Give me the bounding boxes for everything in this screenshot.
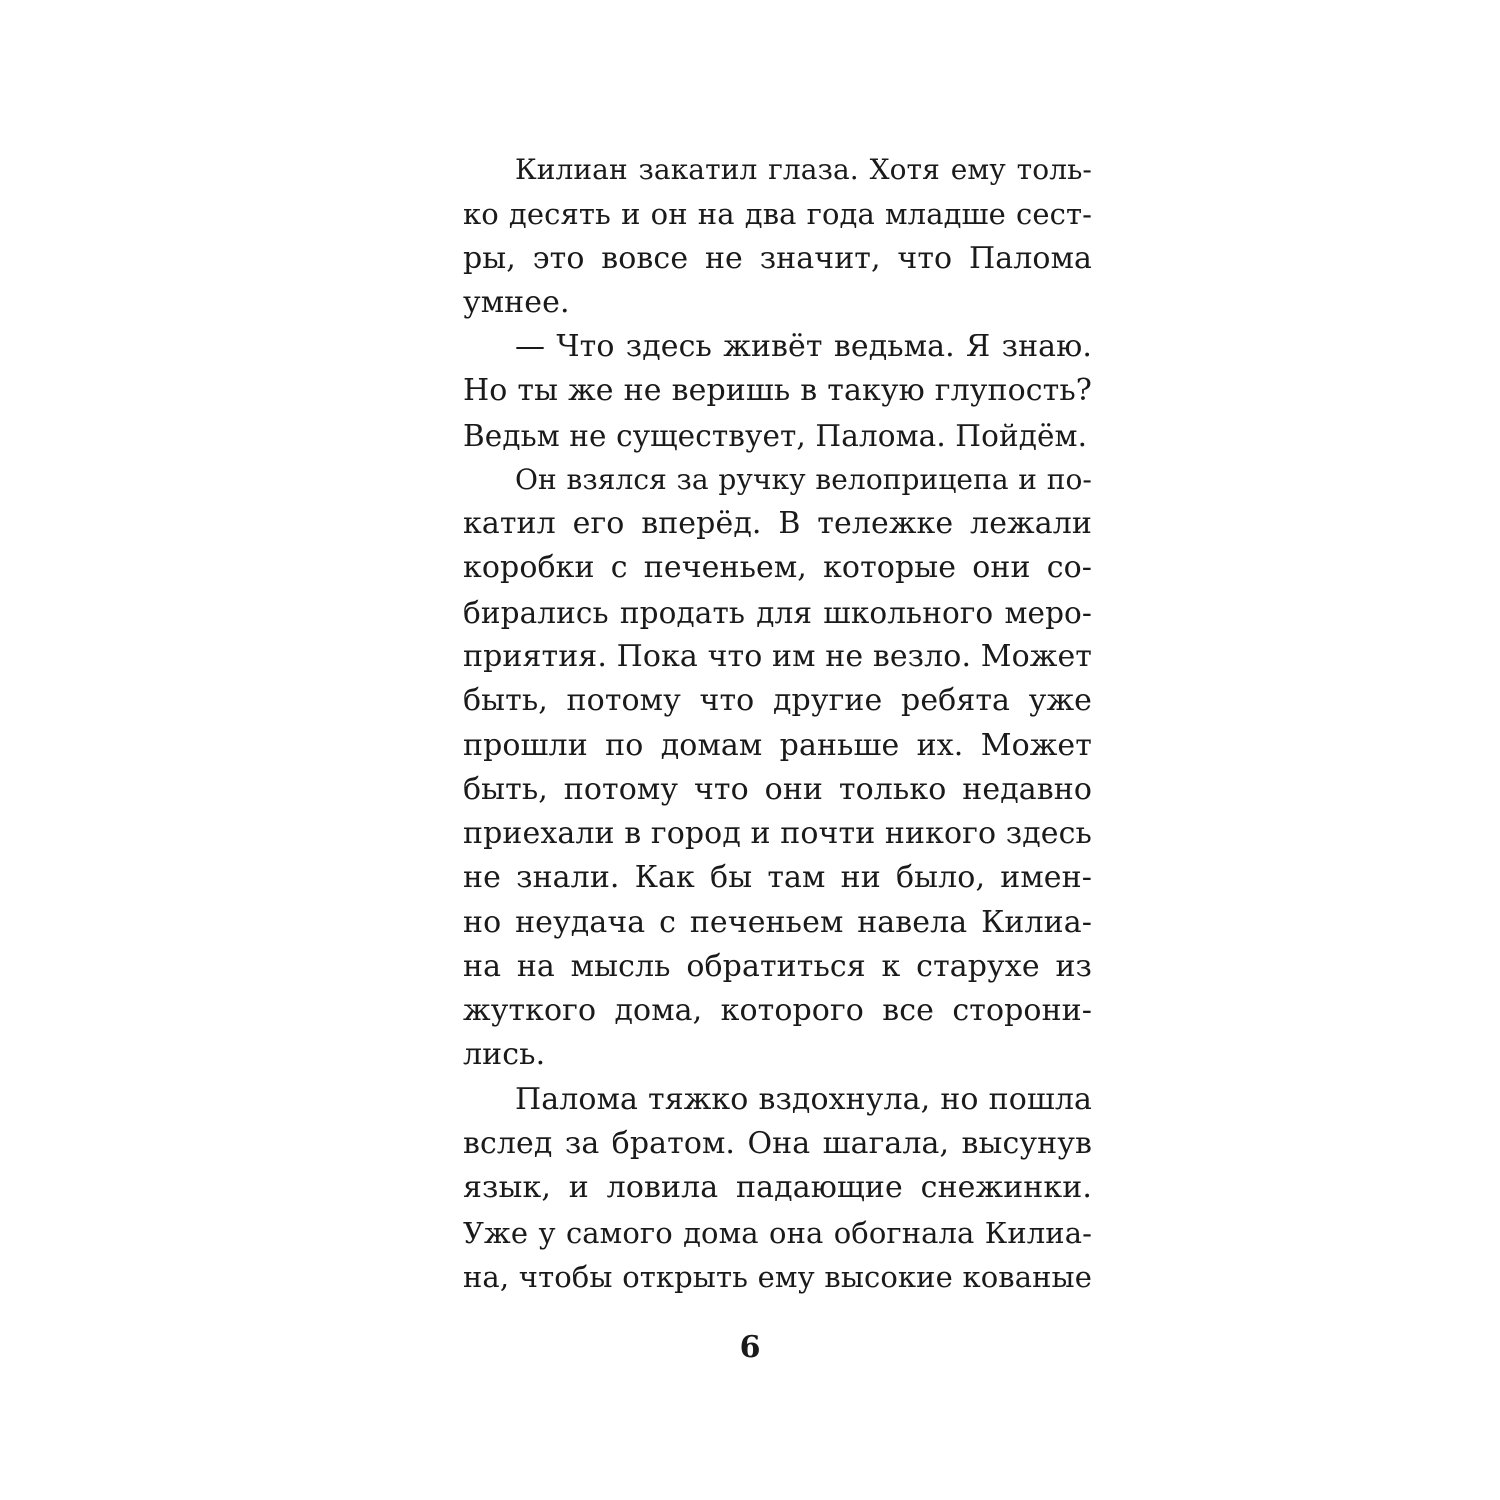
text-line: ко десять и он на два года младше сест- — [463, 197, 1092, 231]
text-line: умнее. — [463, 285, 570, 320]
text-line: вслед за братом. Она шагала, высунув — [463, 1126, 1092, 1161]
text-line: прошли по домам раньше их. Может — [463, 728, 1092, 763]
text-line: ры, это вовсе не значит, что Палома — [463, 241, 1092, 276]
text-line: на, чтобы открыть ему высокие кованые — [463, 1260, 1092, 1294]
text-line: приятия. Пока что им не везло. Может — [463, 639, 1092, 674]
text-line: язык, и ловила падающие снежинки. — [463, 1170, 1092, 1205]
page-number: 6 — [739, 1330, 761, 1365]
text-line: Но ты же не веришь в такую глупость? — [463, 373, 1092, 408]
text-line: — Что здесь живёт ведьма. Я знаю. — [515, 329, 1092, 364]
text-line: бирались продать для школьного меро- — [463, 596, 1092, 630]
text-line: быть, потому что другие ребята уже — [463, 683, 1092, 718]
text-line: жуткого дома, которого все сторони- — [463, 993, 1092, 1028]
text-line: катил его вперёд. В тележке лежали — [463, 506, 1092, 541]
text-line: Ведьм не существует, Палома. Пойдём. — [463, 419, 1088, 453]
text-line: быть, потому что они только недавно — [463, 772, 1092, 807]
text-line: лись. — [463, 1037, 546, 1072]
text-line: но неудача с печеньем навела Килиа- — [463, 905, 1092, 940]
text-line: Палома тяжко вздохнула, но пошла — [515, 1082, 1092, 1117]
text-line: коробки с печеньем, которые они со- — [463, 550, 1092, 585]
text-line: приехали в город и почти никого здесь — [463, 816, 1092, 851]
text-line: на на мысль обратиться к старухе из — [463, 949, 1092, 984]
text-line: Он взялся за ручку велоприцепа и по- — [515, 463, 1092, 496]
text-line: Килиан закатил глаза. Хотя ему толь- — [515, 153, 1092, 186]
text-line: Уже у самого дома она обогнала Килиа- — [463, 1216, 1092, 1250]
text-line: не знали. Как бы там ни было, имен- — [463, 860, 1092, 895]
